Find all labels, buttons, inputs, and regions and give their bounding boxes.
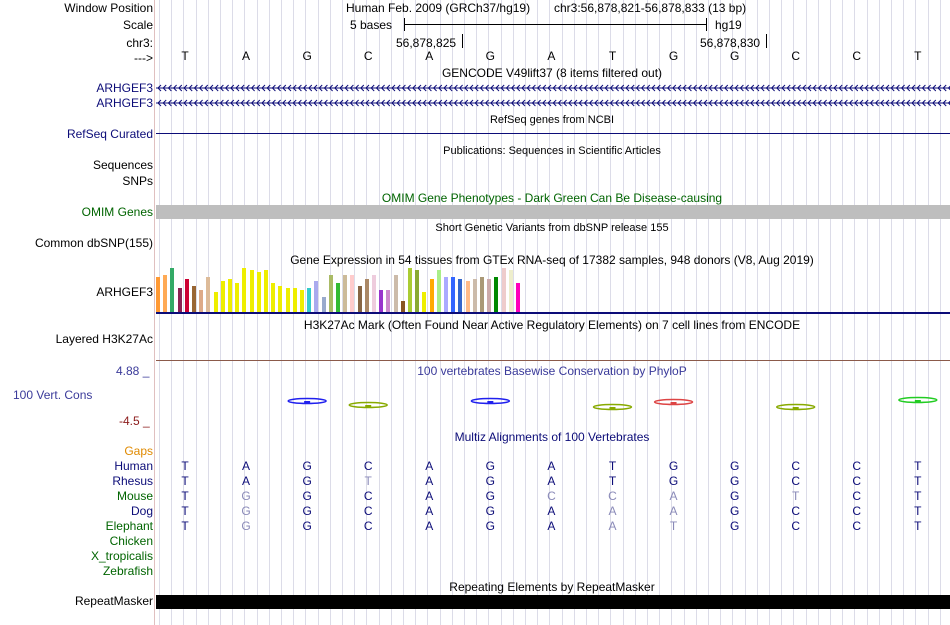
gtex-tissue-bar[interactable]: [350, 275, 354, 312]
omim-label[interactable]: OMIM Genes: [81, 205, 153, 219]
gtex-tissue-bar[interactable]: [516, 283, 520, 312]
reference-base: G: [302, 49, 312, 63]
refseq-intron-line[interactable]: [156, 133, 950, 134]
gtex-tissue-bar[interactable]: [336, 283, 340, 312]
reference-base: T: [914, 49, 922, 63]
gtex-tissue-bar[interactable]: [343, 275, 347, 312]
gtex-tissue-bar[interactable]: [178, 288, 182, 312]
position-readout: chr3:56,878,821-56,878,833 (13 bp): [554, 1, 747, 15]
gtex-tissue-bar[interactable]: [242, 268, 246, 312]
species-label[interactable]: Dog: [130, 504, 153, 518]
alignment-base: A: [669, 489, 678, 503]
gtex-tissue-bar[interactable]: [250, 270, 254, 312]
alignment-base: T: [914, 474, 922, 488]
gencode-transcript-1[interactable]: [156, 83, 950, 93]
alignment-base: A: [669, 504, 678, 518]
alignment-base: C: [608, 489, 617, 503]
alignment-base: G: [302, 519, 312, 533]
cons-mark[interactable]: [655, 400, 693, 406]
scale-bar-left-cap: [404, 18, 405, 31]
species-label[interactable]: Rhesus: [112, 474, 153, 488]
gtex-tissue-bar[interactable]: [408, 268, 412, 312]
alignment-base: T: [608, 459, 617, 473]
alignment-base: T: [914, 489, 922, 503]
reference-base: G: [729, 49, 740, 63]
gtex-tissue-bar[interactable]: [322, 297, 326, 312]
cons-mark[interactable]: [288, 399, 326, 405]
publications-title[interactable]: Publications: Sequences in Scientific Articles: [443, 145, 661, 157]
gtex-tissue-bar[interactable]: [437, 270, 441, 312]
gtex-tissue-bar[interactable]: [214, 292, 218, 312]
gencode-item-label-1[interactable]: ARHGEF3: [96, 81, 153, 95]
alignment-base: A: [425, 519, 434, 533]
gtex-tissue-bar[interactable]: [264, 270, 268, 312]
refseq-title[interactable]: RefSeq genes from NCBI: [489, 114, 615, 126]
alignment-base: T: [669, 519, 678, 533]
gtex-tissue-bar[interactable]: [365, 279, 369, 312]
cons-label[interactable]: 100 Vert. Cons: [13, 388, 93, 402]
alignment-base: G: [729, 459, 740, 473]
alignment-base: C: [791, 519, 801, 533]
h3k27ac-title[interactable]: H3K27Ac Mark (Often Found Near Active Regulatory Elements) on 7 cell lines from ENCODE: [303, 318, 801, 332]
alignment-base: C: [791, 474, 801, 488]
alignment-base: C: [791, 459, 801, 473]
gtex-tissue-bar[interactable]: [206, 277, 210, 312]
alignment-base: G: [485, 519, 496, 533]
scale-text: 5 bases: [350, 18, 393, 32]
alignment-base: A: [425, 489, 434, 503]
gtex-tissue-bar[interactable]: [358, 286, 362, 312]
gtex-label[interactable]: ARHGEF3: [96, 285, 153, 299]
alignment-base: A: [547, 474, 556, 488]
gtex-tissue-bar[interactable]: [473, 279, 477, 312]
publications-label[interactable]: Sequences: [92, 158, 153, 172]
alignment-base: G: [302, 459, 312, 473]
alignment-base: C: [363, 504, 373, 518]
scale-bar: [404, 24, 706, 25]
alignment-base: T: [181, 519, 189, 533]
cons-mark[interactable]: [899, 398, 937, 404]
gtex-tissue-bar[interactable]: [170, 268, 174, 312]
position-tick-right: 56,878,830: [700, 36, 761, 50]
reference-base: A: [425, 49, 434, 63]
label-separator: [154, 0, 155, 625]
gtex-tissue-bar[interactable]: [466, 281, 470, 312]
gencode-item-label-2[interactable]: ARHGEF3: [96, 96, 153, 110]
cons-title[interactable]: 100 vertebrates Basewise Conservation by PhyloP: [417, 364, 687, 378]
tick-mark-left: [462, 34, 463, 48]
gtex-tissue-bar[interactable]: [379, 290, 383, 312]
gtex-tissue-bar[interactable]: [286, 288, 290, 312]
reference-base: A: [242, 49, 251, 63]
gtex-tissue-bar[interactable]: [257, 272, 261, 312]
alignment-base: G: [485, 489, 496, 503]
cons-ymin: -4.5 _: [119, 414, 150, 428]
gtex-tissue-bar[interactable]: [228, 279, 232, 312]
gtex-tissue-bar[interactable]: [199, 290, 203, 312]
reference-base: T: [181, 49, 189, 63]
species-label[interactable]: Elephant: [105, 519, 153, 533]
gtex-tissue-bar[interactable]: [329, 275, 333, 312]
alignment-base: T: [181, 504, 189, 518]
gtex-tissue-bar[interactable]: [444, 277, 448, 312]
cons-ymax: 4.88 _: [116, 364, 150, 378]
alignment-base: C: [852, 489, 862, 503]
position-tick-left: 56,878,825: [396, 36, 457, 50]
reference-base: C: [791, 49, 801, 63]
alignment-base: G: [668, 474, 679, 488]
multiz-title[interactable]: Multiz Alignments of 100 Vertebrates: [454, 430, 650, 444]
alignment-base: T: [914, 504, 922, 518]
alignment-base: A: [425, 459, 434, 473]
gtex-tissue-bar[interactable]: [502, 268, 506, 312]
gtex-tissue-bar[interactable]: [185, 279, 189, 312]
alignment-base: A: [547, 504, 556, 518]
gtex-tissue-bar[interactable]: [235, 283, 239, 312]
alignment-base: A: [608, 504, 617, 518]
alignment-base: A: [242, 474, 251, 488]
h3k27ac-signal-line[interactable]: [156, 360, 950, 361]
alignment-base: C: [852, 459, 862, 473]
gtex-tissue-bar[interactable]: [394, 275, 398, 312]
gtex-tissue-bar[interactable]: [494, 277, 498, 312]
gtex-tissue-bar[interactable]: [401, 301, 405, 312]
gtex-tissue-bar[interactable]: [293, 288, 297, 312]
species-label[interactable]: Chicken: [109, 534, 153, 548]
repeatmasker-title[interactable]: Repeating Elements by RepeatMasker: [449, 580, 655, 594]
repeatmasker-label[interactable]: RepeatMasker: [74, 594, 153, 608]
gtex-title[interactable]: Gene Expression in 54 tissues from GTEx RNA-seq of 17382 samples, 948 donors (V8, Aug 2019): [290, 253, 814, 267]
alignment-base: G: [302, 489, 312, 503]
alignment-base: C: [852, 474, 862, 488]
species-label[interactable]: Mouse: [116, 489, 153, 503]
gtex-tissue-bar[interactable]: [487, 279, 491, 312]
reference-base: A: [547, 49, 556, 63]
reference-base: G: [485, 49, 496, 63]
alignment-base: G: [729, 489, 740, 503]
species-label[interactable]: Human: [114, 459, 153, 473]
repeatmasker-bar[interactable]: [156, 595, 950, 609]
alignment-base: C: [547, 489, 556, 503]
reference-base: T: [608, 49, 617, 63]
alignment-base: C: [791, 504, 801, 518]
alignment-base: T: [608, 474, 617, 488]
cons-mark[interactable]: [349, 403, 387, 409]
reference-base: C: [363, 49, 373, 63]
gtex-tissue-bar[interactable]: [314, 281, 318, 312]
alignment-base: G: [302, 504, 312, 518]
gtex-tissue-bar[interactable]: [458, 279, 462, 312]
species-label[interactable]: X_tropicalis: [90, 549, 153, 563]
gtex-tissue-bar[interactable]: [372, 275, 376, 312]
gtex-tissue-bar[interactable]: [300, 290, 304, 312]
assembly-title: Human Feb. 2009 (GRCh37/hg19): [346, 1, 531, 15]
gtex-tissue-bar[interactable]: [278, 286, 282, 312]
gencode-transcript-2[interactable]: [156, 98, 950, 108]
gtex-baseline: [156, 312, 950, 314]
cons-mark[interactable]: [777, 405, 815, 411]
alignment-base: G: [729, 519, 740, 533]
gtex-tissue-bar[interactable]: [307, 288, 311, 312]
reference-base: C: [852, 49, 862, 63]
alignment-base: A: [425, 504, 434, 518]
alignment-base: C: [363, 489, 373, 503]
h3k27ac-label[interactable]: Layered H3K27Ac: [55, 332, 153, 346]
gtex-tissue-bar[interactable]: [221, 281, 225, 312]
alignment-base: A: [242, 459, 251, 473]
alignment-base: G: [485, 459, 496, 473]
reference-base: G: [668, 49, 679, 63]
alignment-base: A: [547, 459, 556, 473]
alignment-base: T: [181, 459, 189, 473]
scale-db: hg19: [715, 18, 742, 32]
alignment-base: T: [914, 459, 922, 473]
gtex-tissue-bar[interactable]: [480, 277, 484, 312]
alignment-base: C: [852, 519, 862, 533]
gencode-title[interactable]: GENCODE V49lift37 (8 items filtered out): [441, 66, 663, 80]
window-position-label: Window Position: [64, 1, 153, 15]
gtex-tissue-bar[interactable]: [271, 283, 275, 312]
scale-label: Scale: [122, 18, 153, 32]
strand-label: --->: [134, 51, 153, 65]
gtex-tissue-bar[interactable]: [415, 270, 419, 312]
alignment-base: G: [485, 504, 496, 518]
gtex-tissue-bar[interactable]: [509, 270, 513, 312]
alignment-base: G: [668, 459, 679, 473]
species-label[interactable]: Zebrafish: [102, 564, 153, 578]
alignment-base: G: [241, 489, 251, 503]
omim-title[interactable]: OMIM Gene Phenotypes - Dark Green Can Be Disease-causing: [381, 191, 723, 205]
alignment-base: G: [485, 474, 496, 488]
alignment-base: C: [363, 519, 373, 533]
cons-mark[interactable]: [471, 399, 509, 405]
alignment-base: T: [792, 489, 800, 503]
alignment-base: T: [181, 474, 189, 488]
gtex-tissue-bar[interactable]: [163, 275, 167, 312]
refseq-label[interactable]: RefSeq Curated: [66, 127, 153, 141]
alignment-base: T: [181, 489, 189, 503]
snps-label[interactable]: SNPs: [122, 174, 153, 188]
scale-bar-right-cap: [706, 18, 707, 31]
alignment-base: C: [852, 504, 862, 518]
gaps-label[interactable]: Gaps: [124, 444, 153, 458]
alignment-base: G: [241, 519, 251, 533]
alignment-base: A: [608, 519, 617, 533]
gtex-tissue-bar[interactable]: [386, 290, 390, 312]
gtex-tissue-bar[interactable]: [451, 277, 455, 312]
alignment-base: G: [241, 504, 251, 518]
alignment-base: G: [729, 504, 740, 518]
alignment-base: T: [914, 519, 922, 533]
tick-mark-right: [766, 34, 767, 48]
alignment-base: A: [425, 474, 434, 488]
gtex-tissue-bar[interactable]: [156, 277, 160, 312]
cons-plot[interactable]: [156, 392, 950, 412]
omim-gene-bar[interactable]: [156, 205, 950, 219]
cons-mark[interactable]: [593, 405, 631, 411]
gtex-tissue-bar[interactable]: [430, 279, 434, 312]
gtex-tissue-bar[interactable]: [192, 286, 196, 312]
alignment-base: G: [729, 474, 740, 488]
alignment-base: T: [364, 474, 372, 488]
dbsnp-title[interactable]: Short Genetic Variants from dbSNP release 155: [435, 222, 669, 234]
chrom-label: chr3:: [126, 36, 153, 50]
alignment-base: A: [547, 519, 556, 533]
gtex-tissue-bar[interactable]: [422, 292, 426, 312]
dbsnp-label[interactable]: Common dbSNP(155): [34, 236, 153, 250]
alignment-base: C: [363, 459, 373, 473]
alignment-base: G: [302, 474, 312, 488]
